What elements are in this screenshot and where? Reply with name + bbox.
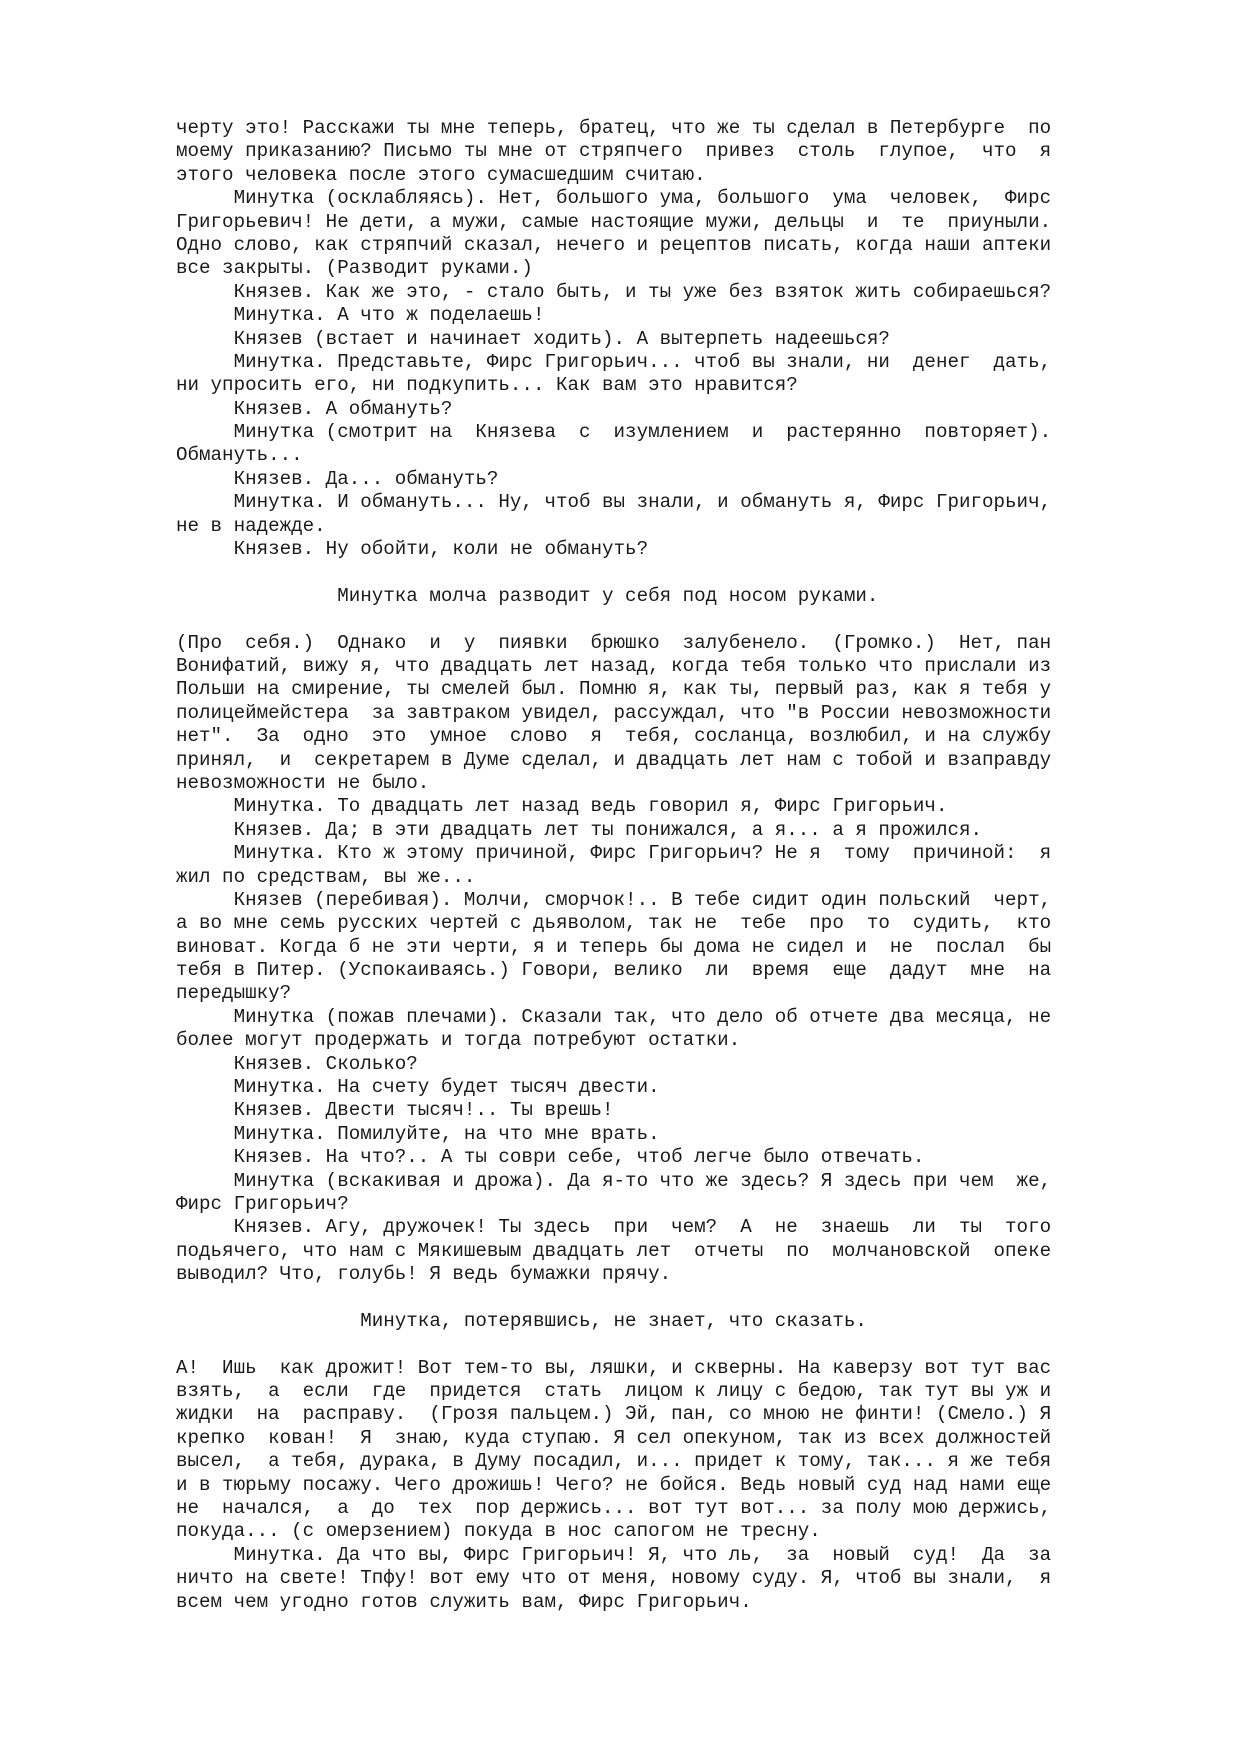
text-line: (Про себя.) Однако и у пиявки брюшко залубенело. (Громко.) Нет, пан [176, 631, 1052, 654]
text-line: Вонифатий, вижу я, что двадцать лет назад, когда тебя только что прислали из [176, 654, 1052, 677]
text-line: Фирс Григорьич? [176, 1192, 349, 1215]
text-line: более могут продержать и тогда потребуют остатки. [176, 1029, 741, 1052]
text-line: выводил? Что, голубь! Я ведь бумажки прячу. [176, 1263, 672, 1286]
text-line: тебя в Питер. (Успокаиваясь.) Говори, велико ли время еще дадут мне на [176, 959, 1052, 982]
text-line: Обмануть... [176, 444, 303, 467]
text-line: Князев. Да; в эти двадцать лет ты понижался, а я... а я прожился. [176, 818, 983, 841]
text-line: Минутка. На счету будет тысяч двести. [176, 1076, 660, 1099]
text-line: Минутка. Да что вы, Фирс Григорьич! Я, что ль, за новый суд! Да за [176, 1543, 1052, 1566]
text-line: Григорьевич! Не дети, а мужи, самые настоящие мужи, дельцы и те приуныли. [176, 210, 1052, 233]
text-line: Князев. Как же это, - стало быть, и ты уже без взяток жить собираешься? [176, 280, 1052, 303]
text-line: Одно слово, как стряпчий сказал, нечего и рецептов писать, когда наши аптеки [176, 233, 1052, 256]
text-line: Князев (встает и начинает ходить). А вытерпеть надеешься? [176, 327, 890, 350]
text-line: нет". За одно это умное слово я тебя, сосланца, возлюбил, и на службу [176, 725, 1052, 748]
text-line: этого человека после этого сумасшедшим считаю. [176, 163, 706, 186]
text-line: черту это! Расскажи ты мне теперь, братец, что же ты сделал в Петербурге по [176, 117, 1052, 139]
text-line: и в тюрьму посажу. Чего дрожишь! Чего? не бойся. Ведь новый суд над нами еще [176, 1473, 1052, 1496]
text-line: Минутка. Кто ж этому причиной, Фирс Григорьич? Не я тому причиной: я [176, 842, 1052, 865]
text-line: не начался, а до тех пор держись... вот тут вот... за полу мою держись, [176, 1497, 1052, 1520]
text-line: не в надежде. [176, 514, 326, 537]
blank-line [176, 1333, 1126, 1356]
text-line: Минутка. А что ж поделаешь! [176, 304, 545, 327]
text-line: Князев. На что?.. А ты соври себе, чтоб легче было отвечать. [176, 1146, 925, 1169]
text-line: Минутка (смотрит на Князева с изумлением и растерянно повторяет). [176, 421, 1052, 444]
text-line: Князев. А обмануть? [176, 397, 453, 420]
blank-line [176, 608, 1126, 631]
text-line: высел, а тебя, дурака, в Думу посадил, и... придет к тому, так... я же тебя [176, 1450, 1052, 1473]
text-line: Минутка (осклабляясь). Нет, большого ума, большого ума человек, Фирс [176, 187, 1052, 210]
text-line: Князев. Двести тысяч!.. Ты врешь! [176, 1099, 614, 1122]
text-line: ни упросить его, ни подкупить... Как вам это нравится? [176, 374, 798, 397]
text-line: жил по средствам, вы же... [176, 865, 476, 888]
stage-direction: Минутка, потерявшись, не знает, что сказать. [176, 1309, 867, 1332]
text-line: Князев. Агу, дружочек! Ты здесь при чем? А не знаешь ли ты того [176, 1216, 1052, 1239]
text-line: крепко кован! Я знаю, куда ступаю. Я сел опекуном, так из всех должностей [176, 1426, 1052, 1449]
text-line: всем чем угодно готов служить вам, Фирс Григорьич. [176, 1590, 752, 1613]
text-line: а во мне семь русских чертей с дьяволом, так не тебе про то судить, кто [176, 912, 1052, 935]
text-line: А! Ишь как дрожит! Вот тем-то вы, ляшки, и скверны. На каверзу вот тут вас [176, 1356, 1052, 1379]
text-line: передышку? [176, 982, 292, 1005]
text-line: моему приказанию? Письмо ты мне от стряпчего привез столь глупое, что я [176, 140, 1052, 163]
text-line: подьячего, что нам с Мякишевым двадцать лет отчеты по молчановской опеке [176, 1239, 1052, 1262]
document-page [176, 117, 1126, 1614]
text-line: Минутка (вскакивая и дрожа). Да я-то что же здесь? Я здесь при чем же, [176, 1169, 1052, 1192]
text-line: покуда... (с омерзением) покуда в нос сапогом не тресну. [176, 1520, 821, 1543]
text-line: виноват. Когда б не эти черти, я и теперь бы дома не сидел и не послал бы [176, 935, 1052, 958]
text-line: все закрыты. (Разводит руками.) [176, 257, 533, 280]
text-line: Минутка. И обмануть... Ну, чтоб вы знали, и обмануть я, Фирс Григорьич, [176, 491, 1052, 514]
text-line: Минутка. Помилуйте, на что мне врать. [176, 1122, 660, 1145]
text-line: Минутка. Представьте, Фирс Григорьич... чтоб вы знали, ни денег дать, [176, 350, 1052, 373]
blank-line [176, 1287, 1126, 1310]
text-line: полицеймейстера за завтраком увидел, рассуждал, что "в России невозможности [176, 701, 1052, 724]
text-line: жидки на расправу. (Грозя пальцем.) Эй, пан, со мною не финти! (Смело.) Я [176, 1403, 1052, 1426]
text-line: принял, и секретарем в Думе сделал, и двадцать лет нам с тобой и взаправду [176, 748, 1052, 771]
text-line: невозможности не было. [176, 771, 430, 794]
text-line: ничто на свете! Тпфу! вот ему что от меня, новому суду. Я, чтоб вы знали, я [176, 1567, 1052, 1590]
stage-direction: Минутка молча разводит у себя под носом руками. [176, 584, 879, 607]
text-line: Минутка. То двадцать лет назад ведь говорил я, Фирс Григорьич. [176, 795, 948, 818]
text-line: Князев. Ну обойти, коли не обмануть? [176, 538, 649, 561]
text-line: Князев (перебивая). Молчи, сморчок!.. В тебе сидит один польский черт, [176, 888, 1052, 911]
text-line: Князев. Сколько? [176, 1052, 418, 1075]
blank-line [176, 561, 1126, 584]
text-line: Польши на смирение, ты смелей был. Помню я, как ты, первый раз, как я тебя у [176, 678, 1052, 701]
text-line: Князев. Да... обмануть? [176, 467, 499, 490]
text-line: взять, а если где придется стать лицом к лицу с бедою, так тут вы уж и [176, 1380, 1052, 1403]
text-line: Минутка (пожав плечами). Сказали так, что дело об отчете два месяца, не [176, 1005, 1052, 1028]
